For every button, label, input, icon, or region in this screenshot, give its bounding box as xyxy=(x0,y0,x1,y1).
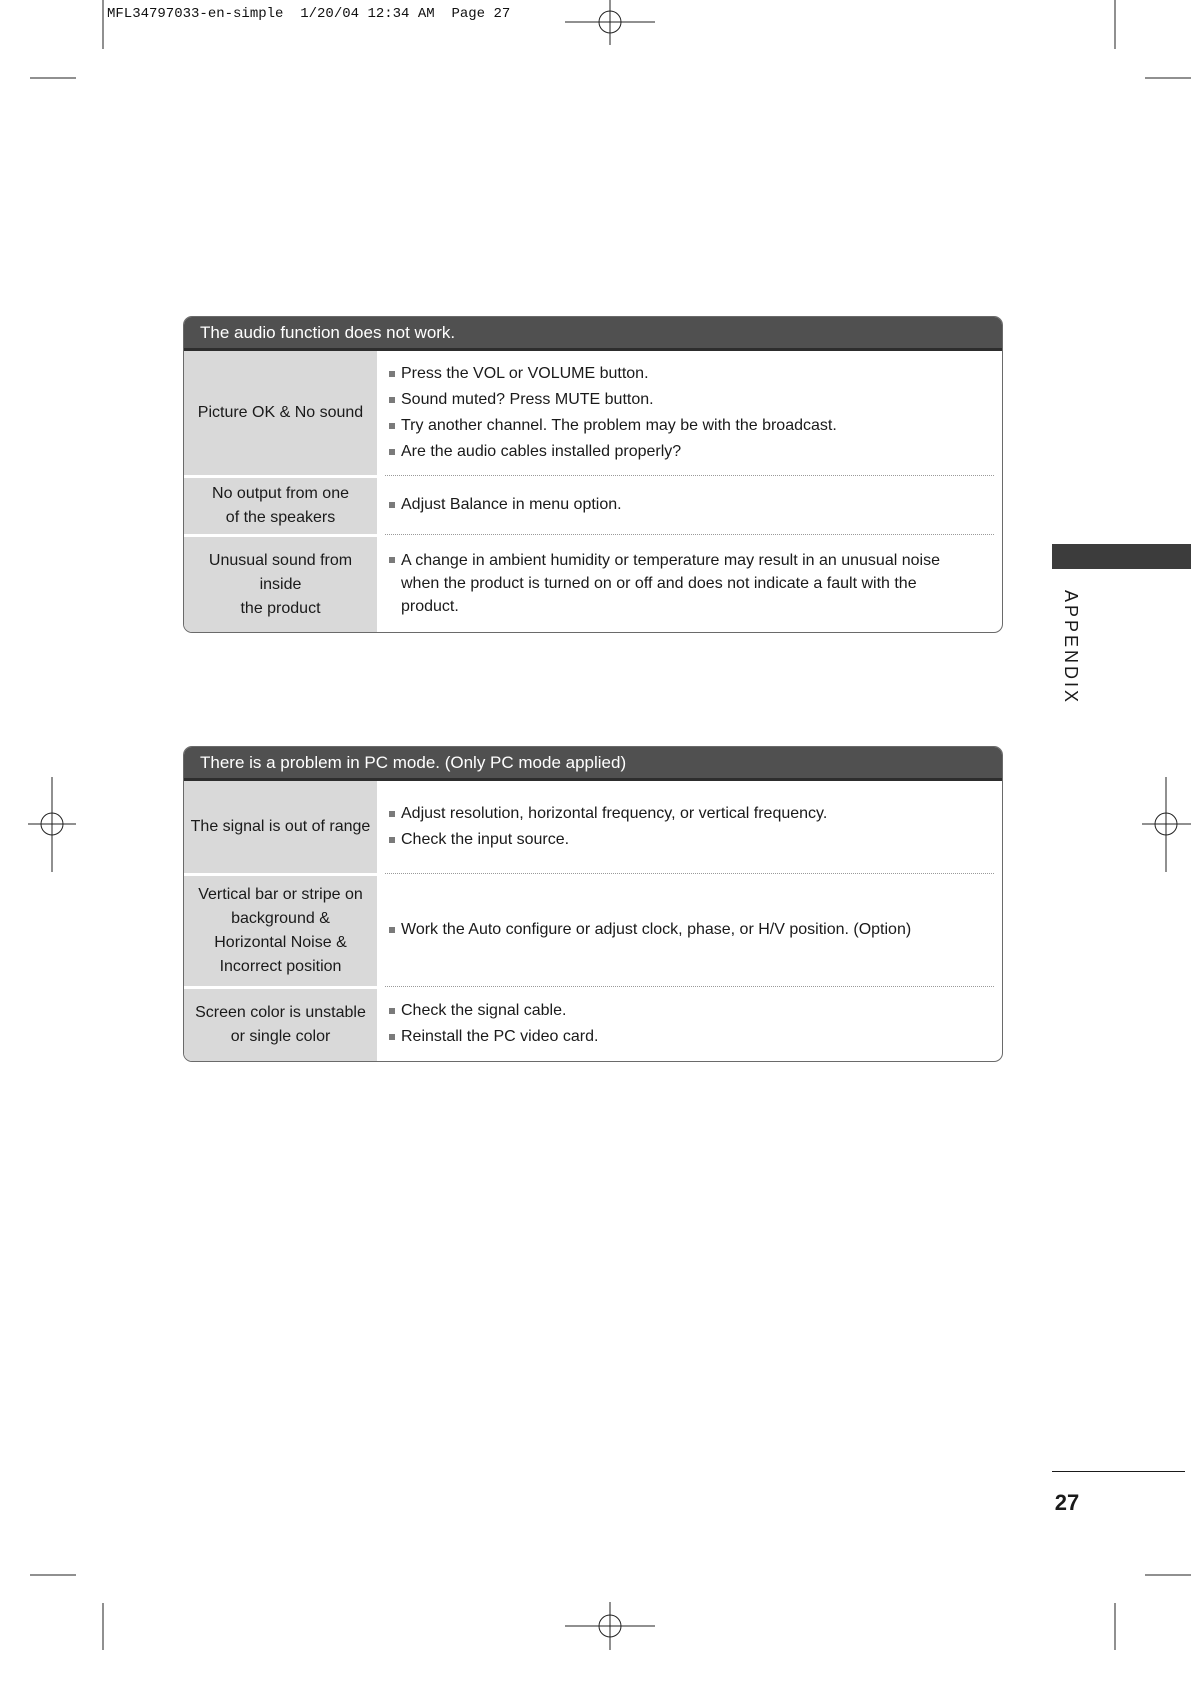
troubleshooting-table-audio xyxy=(183,316,1003,633)
print-slug-line: MFL34797033-en-simple 1/20/04 12:34 AM Page 27 xyxy=(107,6,511,22)
solution-cell xyxy=(385,873,994,986)
solution-item: Are the audio cables installed properly? xyxy=(389,439,962,465)
symptom-label-line: or single color xyxy=(230,1028,331,1045)
registration-target-bottom xyxy=(565,1602,655,1650)
solution-cell xyxy=(385,986,994,1061)
section-tab-marker xyxy=(1052,544,1191,569)
bullet-square-icon xyxy=(389,927,395,933)
symptom-label-line: of the speakers xyxy=(225,509,336,526)
bullet-square-icon xyxy=(389,837,395,843)
symptom-label xyxy=(184,986,377,1061)
solution-item: Adjust Balance in menu option. xyxy=(389,492,954,518)
solution-item: A change in ambient humidity or temperature may result in an unusual noise when the product is turned on or off and does not indicate a fault with the product. xyxy=(389,549,954,618)
solution-item: Reinstall the PC video card. xyxy=(389,1024,954,1050)
solution-item: Try another channel. The problem may be with the broadcast. xyxy=(389,413,962,439)
bullet-square-icon xyxy=(389,502,395,508)
bullet-square-icon xyxy=(389,397,395,403)
symptom-label-line: Incorrect position xyxy=(219,958,342,975)
symptom-label-line: inside xyxy=(259,575,302,593)
symptom-label-line: the product xyxy=(240,599,321,617)
table-row xyxy=(184,873,1002,986)
symptom-label-line: The signal is out of range xyxy=(190,818,371,835)
solution-item: Work the Auto configure or adjust clock, phase, or H/V position. (Option) xyxy=(389,917,954,943)
symptom-label-line: No output from one xyxy=(212,485,349,502)
section-tab-label: APPENDIX xyxy=(1061,590,1081,706)
symptom-label-line: Picture OK & No sound xyxy=(197,404,364,421)
symptom-label-line: Vertical bar or stripe on xyxy=(198,886,363,903)
page-number: 27 xyxy=(1054,1490,1080,1515)
bullet-square-icon xyxy=(389,371,395,377)
registration-target-top xyxy=(565,0,655,45)
table-row xyxy=(184,475,1002,534)
solution-item: Adjust resolution, horizontal frequency, or vertical frequency. xyxy=(389,801,962,827)
bullet-square-icon xyxy=(389,423,395,429)
solution-item: Press the VOL or VOLUME button. xyxy=(389,361,962,387)
table-header: There is a problem in PC mode. (Only PC mode applied) xyxy=(184,747,1002,781)
bullet-square-icon xyxy=(389,449,395,455)
symptom-label xyxy=(184,534,377,632)
symptom-label-line: Horizontal Noise & xyxy=(214,934,347,951)
symptom-label-line: background & xyxy=(231,910,330,927)
table-header: The audio function does not work. xyxy=(184,317,1002,351)
symptom-label-line: Screen color is unstable xyxy=(195,1004,366,1021)
solution-cell xyxy=(377,781,1002,873)
table-row xyxy=(184,986,1002,1061)
table-row xyxy=(184,351,1002,475)
solution-cell xyxy=(385,534,994,632)
table-row xyxy=(184,781,1002,873)
troubleshooting-table-pc-mode xyxy=(183,746,1003,1062)
solution-cell xyxy=(385,475,994,534)
solution-cell xyxy=(377,351,1002,475)
registration-target-left xyxy=(28,777,76,872)
solution-item: Sound muted? Press MUTE button. xyxy=(389,387,962,413)
page-number-rule xyxy=(1052,1471,1185,1472)
table-row xyxy=(184,534,1002,632)
bullet-square-icon xyxy=(389,557,395,563)
solution-item: Check the input source. xyxy=(389,827,962,853)
registration-target-right xyxy=(1142,777,1191,872)
symptom-label xyxy=(184,873,377,986)
bullet-square-icon xyxy=(389,1008,395,1014)
symptom-label xyxy=(184,781,377,873)
symptom-label-line: Unusual sound from xyxy=(208,551,353,569)
symptom-label xyxy=(184,351,377,475)
bullet-square-icon xyxy=(389,1034,395,1040)
bullet-square-icon xyxy=(389,811,395,817)
solution-item: Check the signal cable. xyxy=(389,998,954,1024)
symptom-label xyxy=(184,475,377,534)
